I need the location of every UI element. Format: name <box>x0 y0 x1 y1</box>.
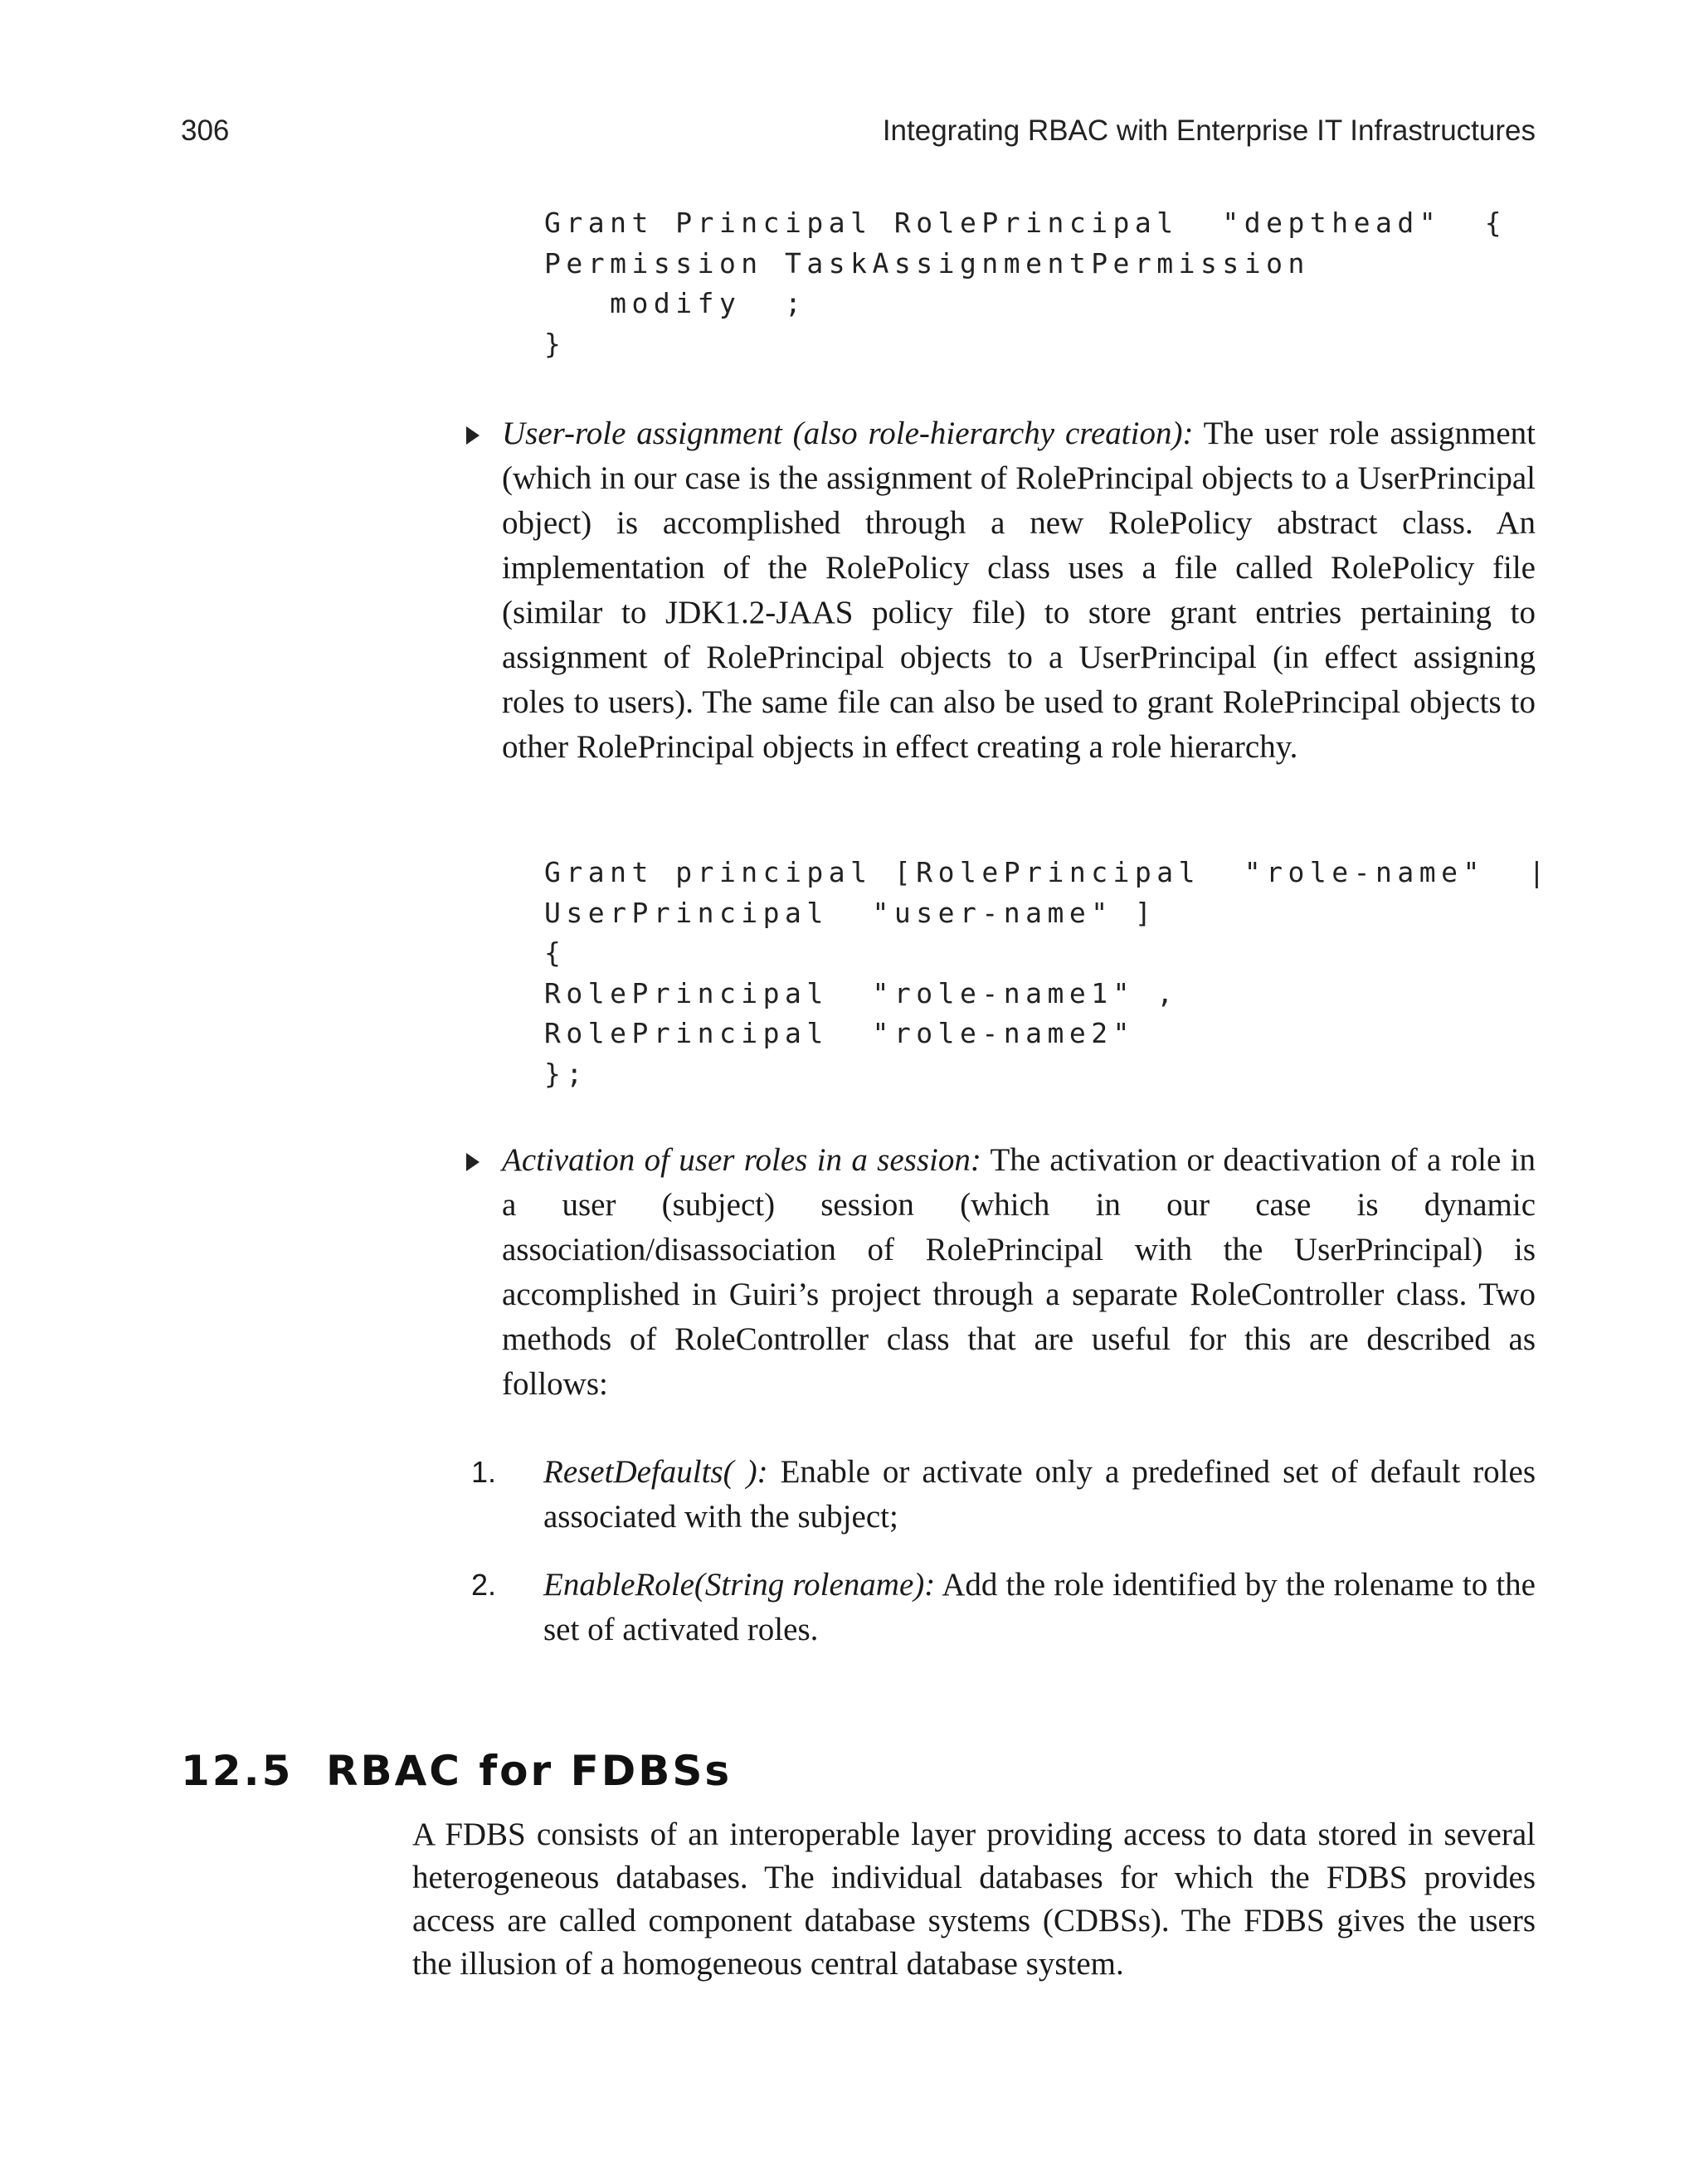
list-number: 2. <box>471 1568 497 1602</box>
bullet-role-activation <box>502 1138 1536 1407</box>
bullet-lead: User-role assignment (also role-hierarchy creation): <box>502 416 1194 451</box>
code-block-grant-permission: Grant Principal RolePrincipal "depthead" { Permission TaskAssignmentPermission modify ; } <box>544 207 1507 360</box>
list-item-enable-role <box>543 1563 1536 1652</box>
bullet-arrow-icon <box>466 426 480 445</box>
list-item-text: Add the role identified by the rolename to the set of activated roles. <box>543 1567 1536 1647</box>
bullet-arrow-icon <box>466 1153 480 1171</box>
running-header: Integrating RBAC with Enterprise IT Infrastructures <box>882 114 1536 147</box>
code-block-grant-principal: Grant principal [RolePrincipal "role-name" | UserPrincipal "user-name" ] { RolePrincipal "role-name1" , RolePrincipal "role-name2" }; <box>544 856 1551 1090</box>
list-item-reset-defaults <box>543 1450 1536 1540</box>
list-item-text: Enable or activate only a predefined set of default roles associated with the subject; <box>543 1454 1536 1535</box>
bullet-text: The activation or deactivation of a role in a user (subject) session (which in our case is dynamic association/disassociation of RolePrincipal with the UserPrincipal) is accomplished in Guiri’s project through a separate RoleController class. Two methods of RoleController class that are useful for this are described as follows: <box>502 1142 1536 1402</box>
list-item-lead: EnableRole(String rolename): <box>543 1567 936 1603</box>
section-number: 12.5 <box>181 1747 294 1795</box>
list-number: 1. <box>471 1455 497 1489</box>
bullet-text: The user role assignment (which in our case is the assignment of RolePrincipal objects to a UserPrincipal object) is accomplished through a new RolePolicy abstract class. An implementation of the RolePolicy class uses a file called RolePolicy file (similar to JDK1.2-JAAS policy file) to store grant entries pertaining to assignment of RolePrincipal objects to a UserPrincipal (in effect assigning roles to users). The same file can also be used to grant RolePrincipal objects to other RolePrincipal objects in effect creating a role hierarchy. <box>502 416 1536 765</box>
list-item-lead: ResetDefaults( ): <box>543 1454 768 1490</box>
page-number: 306 <box>181 114 230 147</box>
bullet-lead: Activation of user roles in a session: <box>502 1142 981 1178</box>
bullet-user-role-assignment <box>502 411 1536 770</box>
section-body-paragraph: A FDBS consists of an interoperable layer providing access to data stored in several heterogeneous databases. The individual databases for which the FDBS provides access are called component database systems (CDBSs). The FDBS gives the users the illusion of a homogeneous central database system. <box>412 1817 1536 1982</box>
section-title: RBAC for FDBSs <box>326 1747 733 1795</box>
